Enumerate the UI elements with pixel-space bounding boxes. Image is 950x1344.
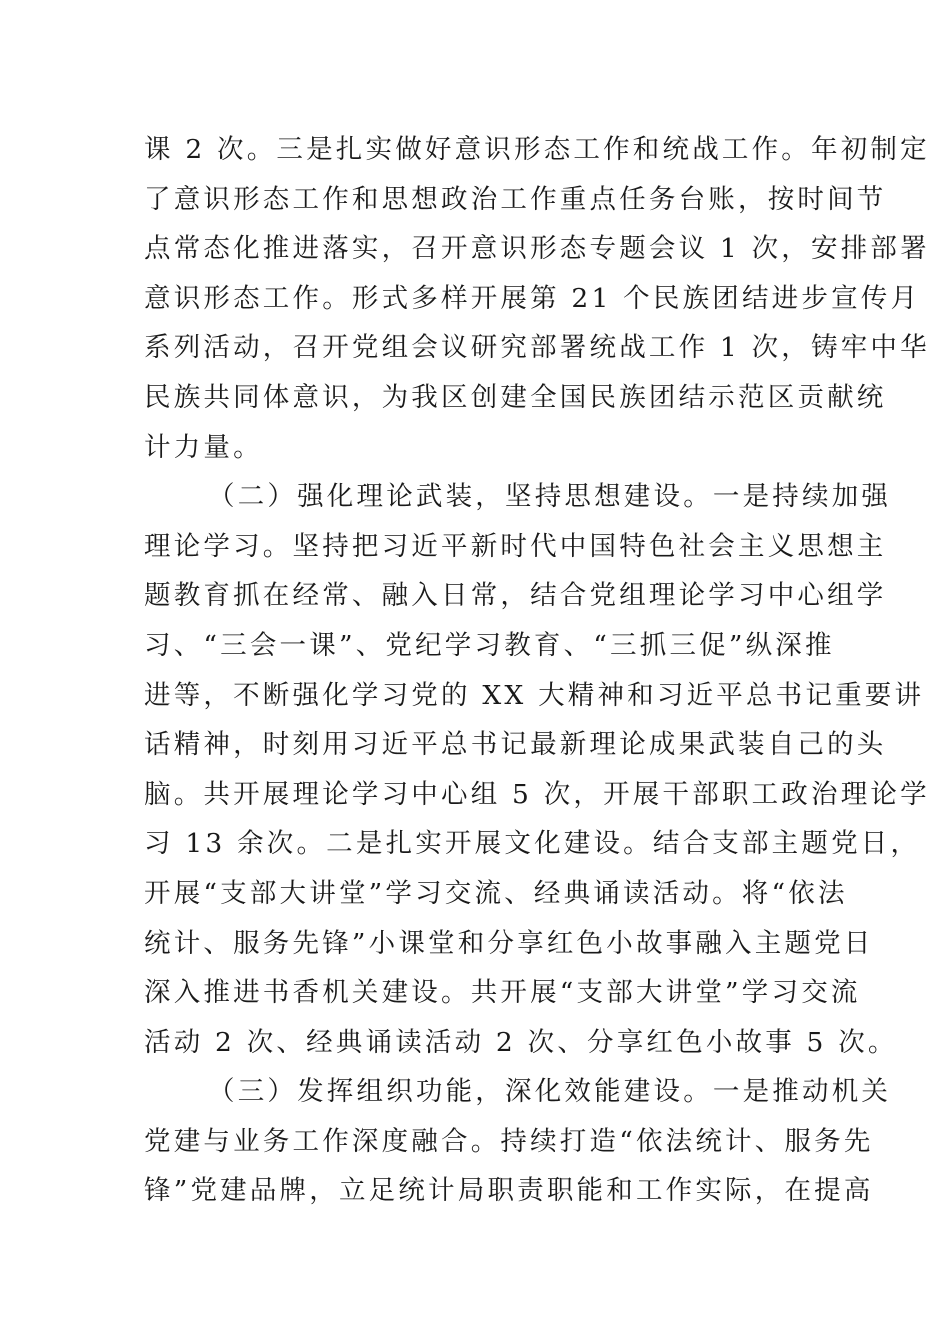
text-line: 话精神，时刻用习近平总书记最新理论成果武装自己的头: [144, 729, 887, 761]
text-line: 计力量。: [144, 431, 263, 463]
text-line: 开展“支部大讲堂”学习交流、经典诵读活动。将“依法: [144, 877, 848, 909]
text-line: 理论学习。坚持把习近平新时代中国特色社会主义思想主: [144, 530, 887, 562]
text-line: 脑。共开展理论学习中心组 5 次，开展干部职工政治理论学: [144, 778, 930, 810]
section-heading-line: （二）强化理论武装，坚持思想建设。一是持续加强: [208, 481, 892, 513]
text-line: 深入推进书香机关建设。共开展“支部大讲堂”学习交流: [144, 977, 861, 1009]
text-line: 锋”党建品牌，立足统计局职责职能和工作实际，在提高: [144, 1175, 874, 1207]
text-line: 题教育抓在经常、融入日常，结合党组理论学习中心组学: [144, 580, 887, 612]
document-body: [144, 125, 930, 1216]
text-line: 点常态化推进落实，召开意识形态专题会议 1 次，安排部署: [144, 233, 930, 265]
text-line: 党建与业务工作深度融合。持续打造“依法统计、服务先: [144, 1125, 874, 1157]
text-line: 统计、服务先锋”小课堂和分享红色小故事融入主题党日: [144, 927, 874, 959]
text-line: 习、“三会一课”、党纪学习教育、“三抓三促”纵深推: [144, 629, 835, 661]
text-line: 活动 2 次、经典诵读活动 2 次、分享红色小故事 5 次。: [144, 1026, 898, 1058]
text-line: 进等，不断强化学习党的 XX 大精神和习近平总书记重要讲: [144, 679, 925, 711]
text-line: 课 2 次。三是扎实做好意识形态工作和统战工作。年初制定: [144, 134, 930, 165]
text-line: 民族共同体意识，为我区创建全国民族团结示范区贡献统: [144, 381, 887, 413]
text-line: 系列活动，召开党组会议研究部署统战工作 1 次，铸牢中华: [144, 332, 930, 364]
text-line: 习 13 余次。二是扎实开展文化建设。结合支部主题党日，: [144, 828, 921, 860]
section-heading-line: （三）发挥组织功能，深化效能建设。一是推动机关: [208, 1076, 892, 1108]
text-line: 了意识形态工作和思想政治工作重点任务台账，按时间节: [144, 183, 887, 215]
text-line: 意识形态工作。形式多样开展第 21 个民族团结进步宣传月: [144, 282, 921, 314]
